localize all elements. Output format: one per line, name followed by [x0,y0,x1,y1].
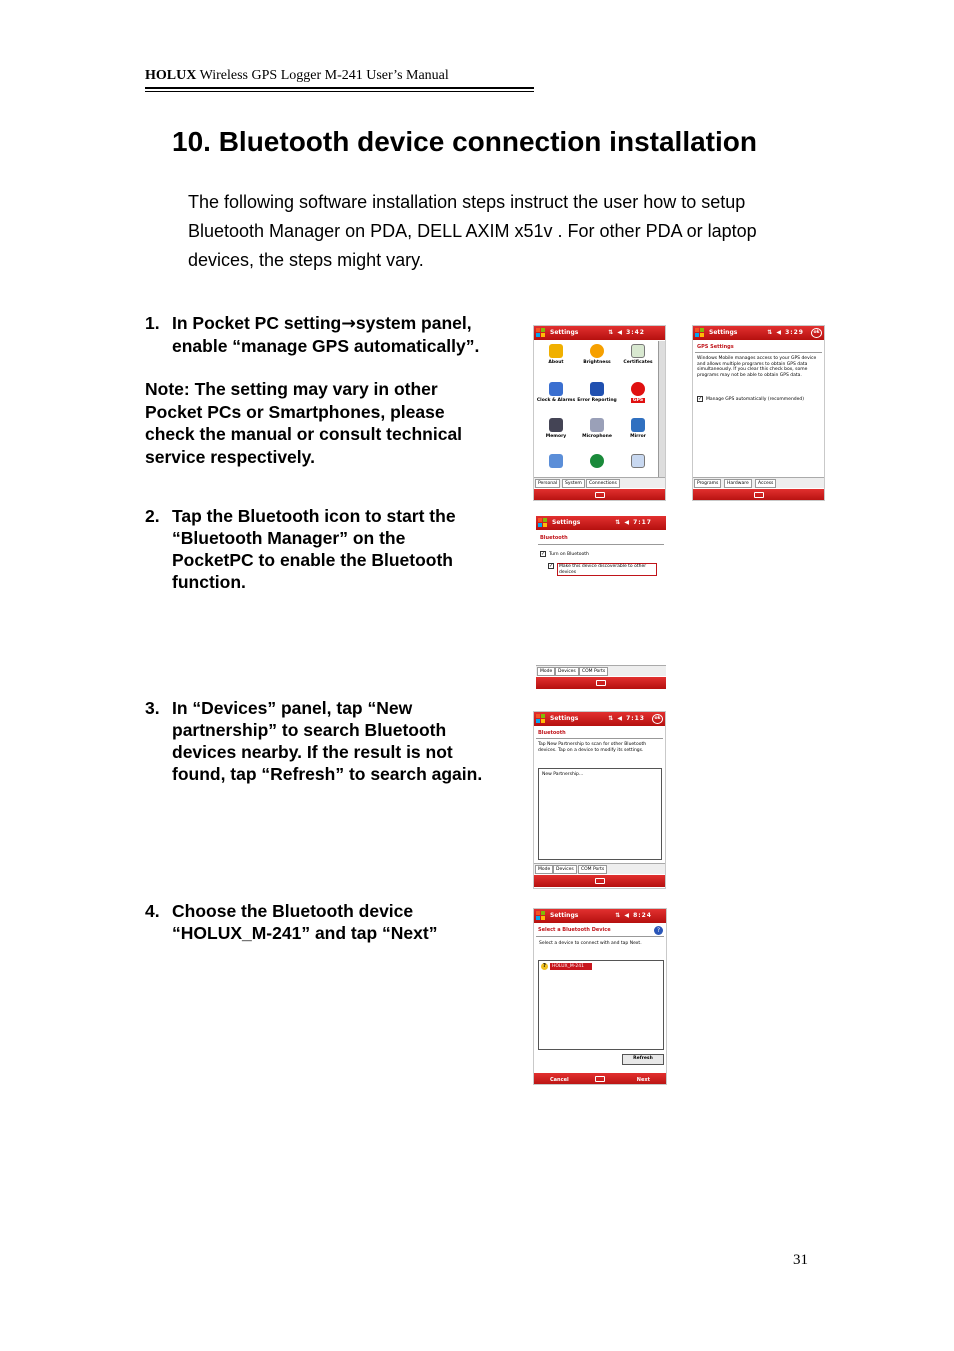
keyboard-icon[interactable] [595,492,605,498]
pda-title: Settings [709,329,738,336]
tab-personal[interactable]: Personal [535,479,560,488]
note-paragraph [145,378,462,468]
pda-tray: ⇅ ◀ 7:17 [615,519,652,526]
pda-time: 8:24 [633,912,652,919]
screenshot-bluetooth-mode-tabs [536,665,666,691]
clock-alarms-icon[interactable] [536,382,576,403]
divider [695,352,822,353]
tab-mode[interactable]: Mode [535,865,553,874]
pda-title: Settings [552,519,581,526]
mirror-icon[interactable] [618,418,658,439]
command-bar [534,489,665,501]
divider [536,936,664,937]
cancel-button[interactable]: Cancel [550,1077,569,1083]
new-partnership-item[interactable]: New Partnership... [542,772,584,777]
checkbox-label: Manage GPS automatically (recommended) [706,397,805,402]
manage-gps-checkbox[interactable]: ✓ [698,396,703,402]
page-number: 31 [793,1252,808,1268]
running-header [145,68,534,84]
step-text [172,900,437,944]
discoverable-checkbox[interactable]: ✓ [549,563,554,569]
command-bar [534,1073,666,1085]
pda-tray: ⇅ ◀ 3:29 [767,329,804,336]
note-line: check the manual or consult technical [145,424,463,444]
pda-title: Settings [550,329,579,336]
screenshot-settings-system [533,325,666,501]
next-button[interactable]: Next [636,1077,650,1083]
step-line: “Bluetooth Manager” on the [172,528,406,548]
tab-hardware[interactable]: Hardware [724,479,752,488]
step-line: Tap the Bluetooth icon to start the [172,506,456,526]
icon-label: Mirror [630,434,646,439]
screenshot-bluetooth-devices [533,711,666,889]
pda-tray: ⇅ ◀ 7:13 [608,715,645,722]
pda-body-text: Tap New Partnership to scan for other Bluetooth devices. Tap on a device to modify its settings. [538,742,647,753]
icon-label: Clock & Alarms [536,398,576,403]
step-line: partnership” to search Bluetooth [172,720,447,740]
intro-line: Bluetooth Manager on PDA, DELL AXIM x51v . For other PDA or laptop [188,221,757,241]
header-text: Wireless GPS Logger M-241 User’s Manual [196,68,449,83]
brightness-icon[interactable] [577,344,617,365]
step-number: 2. [145,506,160,526]
pda-time: 3:42 [626,329,645,336]
pda-body-text: Windows Mobile manages access to your GPS device and allows multiple programs to obtain GPS data simultaneously. If you clear this check box, some programs may not be able to obtain GPS data. [697,356,817,378]
pda-titlebar [693,326,824,340]
tab-programs[interactable]: Programs [694,479,721,488]
step-line: Choose the Bluetooth device [172,901,414,921]
step-line: enable “manage GPS automatically”. [172,336,480,356]
windows-flag-icon [536,714,545,723]
section-title: 10. Bluetooth device connection installation [172,126,757,157]
pda-subtitle: Bluetooth [538,730,566,736]
tab-bar [536,665,666,676]
pda-subtitle: Bluetooth [540,535,568,541]
memory-icon[interactable] [536,418,576,439]
pda-time: 3:29 [785,329,804,336]
power-icon[interactable] [536,454,576,470]
command-bar [693,489,824,501]
step-line: function. [172,572,246,592]
windows-flag-icon [536,911,545,920]
ok-button[interactable]: ok [811,328,822,338]
pda-titlebar [534,326,665,340]
icon-label: Error Reporting [577,398,617,403]
keyboard-icon[interactable] [754,492,764,498]
pda-titlebar [534,909,666,923]
refresh-button[interactable]: Refresh [622,1054,664,1065]
step-line: system panel, [355,313,472,333]
device-item-holux[interactable]: HOLUX_M-241 [550,963,592,970]
regional-icon[interactable] [577,454,617,470]
tab-devices[interactable]: Devices [553,865,577,874]
windows-flag-icon [695,328,704,337]
screenshot-gps-settings [692,325,825,501]
divider [536,738,663,739]
tab-mode[interactable]: Mode [537,667,555,676]
tab-system[interactable]: System [562,479,585,488]
pda-tray: ⇅ ◀ 8:24 [615,912,652,919]
keyboard-icon[interactable] [596,680,606,686]
tab-com-ports[interactable]: COM Ports [578,865,607,874]
tab-connections[interactable]: Connections [586,479,620,488]
pda-body-text: Select a device to connect with and tap Next. [539,941,642,946]
step-number: 3. [145,698,160,718]
intro-paragraph [188,188,828,275]
certificates-icon[interactable] [618,344,658,365]
pda-tray: ⇅ ◀ 3:42 [608,329,645,336]
tab-bar [534,477,665,488]
pda-titlebar [534,712,665,726]
note-line: Note: The setting may vary in other [145,379,438,399]
pda-time: 7:17 [633,519,652,526]
error-reporting-icon[interactable] [577,382,617,403]
icon-label: Memory [545,434,567,439]
step-line: In “Devices” panel, tap “New [172,698,413,718]
tab-bar [534,863,665,874]
step-text [172,697,482,785]
icon-label: Microphone [582,434,612,439]
step-line: “HOLUX_M-241” and tap “Next” [172,923,438,943]
note-line: service respectively. [145,446,315,467]
command-bar [536,677,666,689]
pda-title: Settings [550,912,579,919]
checkbox-label: Turn on Bluetooth [549,552,589,557]
screenshot-bluetooth-mode [536,516,666,582]
pda-subtitle: GPS Settings [697,344,734,350]
header-rule [145,87,534,89]
turn-on-bluetooth-checkbox[interactable]: ✓ [541,551,546,557]
arrow-icon: → [341,314,356,334]
header-rule-thin [145,91,534,92]
header-brand: HOLUX [145,68,197,83]
icon-label: Certificates [623,360,653,365]
ok-button[interactable]: ok [652,714,663,724]
step-number: 1. [145,313,160,333]
devices-list[interactable] [538,768,662,860]
step-text [172,505,456,593]
icon-label: About [548,360,564,365]
step-line: devices nearby. If the result is not [172,742,453,762]
keyboard-icon[interactable] [595,1076,605,1082]
step-line: PocketPC to enable the Bluetooth [172,550,453,570]
checkbox-label: Make this device discoverable to other devices [557,563,657,576]
gps-icon[interactable] [618,382,658,403]
pda-time: 7:13 [626,715,645,722]
keyboard-icon[interactable] [595,878,605,884]
microphone-icon[interactable] [577,418,617,439]
remove-programs-icon[interactable] [618,454,658,470]
tab-com-ports[interactable]: COM Ports [579,667,608,676]
step-line: In Pocket PC setting [172,313,342,333]
pda-subtitle: Select a Bluetooth Device [538,927,611,933]
tab-devices[interactable]: Devices [555,667,579,676]
tab-bar [693,477,824,488]
icon-label: GPS [632,398,644,403]
about-icon[interactable] [536,344,576,365]
step-line: found, tap “Refresh” to search again. [172,764,483,784]
unknown-device-icon: ? [541,963,548,970]
tab-access[interactable]: Access [755,479,776,488]
help-icon[interactable]: ? [654,926,663,935]
windows-flag-icon [538,518,547,527]
note-line: Pocket PCs or Smartphones, please [145,401,445,422]
step-number: 4. [145,901,160,921]
command-bar [534,875,665,887]
step-text [172,312,479,357]
device-list[interactable] [538,960,664,1050]
intro-line: devices, the steps might vary. [188,250,424,270]
icon-label: Brightness [583,360,611,365]
screenshot-select-device [533,908,667,1085]
scrollbar[interactable] [658,341,665,487]
intro-line: The following software installation steps instruct the user how to setup [188,192,746,212]
pda-titlebar [536,516,666,530]
pda-title: Settings [550,715,579,722]
divider [538,544,664,545]
windows-flag-icon [536,328,545,337]
